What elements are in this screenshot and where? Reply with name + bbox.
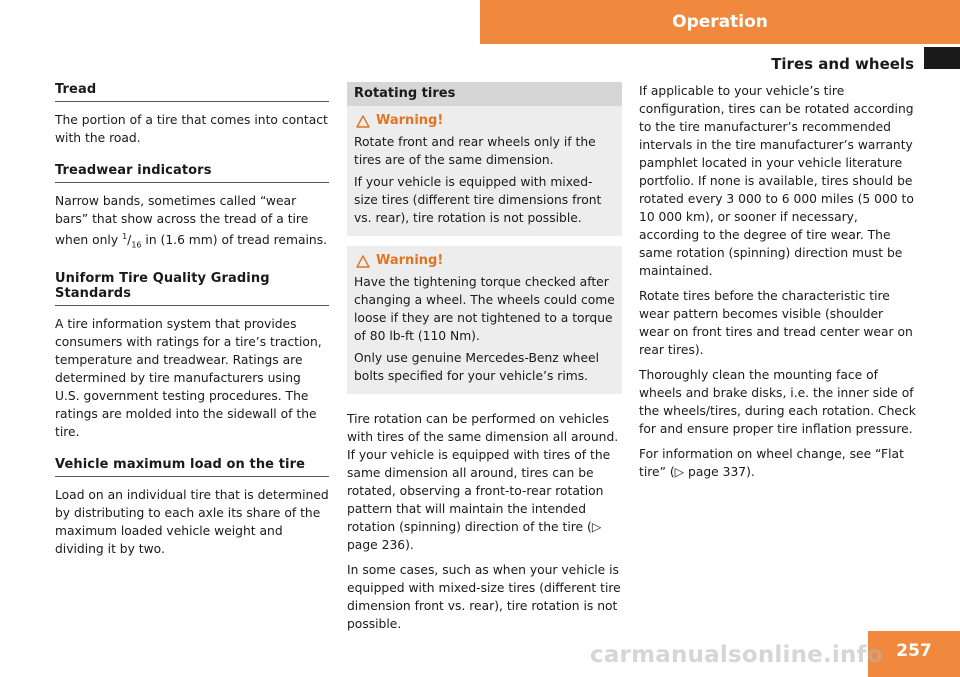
warning-triangle-icon xyxy=(356,255,370,268)
warning-2-text-2: Only use genuine Mercedes-Benz wheel bolts specified for your vehicle’s rims. xyxy=(354,351,600,383)
chapter-title: Operation xyxy=(672,12,768,32)
column-right xyxy=(639,82,916,488)
rotation-paragraph-1: Tire rotation can be performed on vehicles with tires of the same dimension all around. If your vehicle is equipped with tires of the same dimension all around, tires can be rotated, observing a front-to-rear rotation pattern that will maintain the intended rotation (spinning) direction of the tire (▷ page 236). xyxy=(347,412,619,552)
column-left xyxy=(55,82,329,574)
page-number: 257 xyxy=(868,631,960,677)
warning-1-text-1: Rotate front and rear wheels only if the tires are of the same dimension. xyxy=(354,135,596,167)
chapter-tab xyxy=(480,0,960,44)
warning-1-title: Warning! xyxy=(376,113,444,128)
tread-heading: Tread xyxy=(55,82,329,102)
warning-2-text-1: Have the tightening torque checked after changing a wheel. The wheels could come loose if they are not tightened to a torque of 80 lb-ft (110 Nm). xyxy=(354,275,615,343)
rotation-timing-paragraph: Rotate tires before the characteristic tire wear pattern becomes visible (shoulder wear on front tires and tread center wear on rear tires). xyxy=(639,289,913,357)
section-marker xyxy=(924,47,960,69)
vehicle-max-load-heading: Vehicle maximum load on the tire xyxy=(55,457,329,477)
warning-box-1 xyxy=(347,106,622,236)
warning-box-2 xyxy=(347,246,622,394)
utqg-heading: Uniform Tire Quality Grading Standards xyxy=(55,271,329,306)
rotation-interval-paragraph: If applicable to your vehicle’s tire configuration, tires can be rotated according to the tire manufacturer’s recommended intervals in the tire manufacturer’s warranty pamphlet located in your vehicle literature portfolio. If none is available, tires should be rotated every 3 000 to 6 000 miles (5 000 to 10 000 km), or sooner if necessary, according to the degree of tire wear. The same rotation (spinning) direction must be maintained. xyxy=(639,84,914,278)
watermark: carmanualsonline.info xyxy=(590,642,883,668)
warning-triangle-icon xyxy=(356,115,370,128)
cleaning-paragraph: Thoroughly clean the mounting face of wheels and brake disks, i.e. the inner side of the wheels/tires, during each rotation. Check for and ensure proper tire inflation pressure. xyxy=(639,368,916,436)
rotation-paragraph-2: In some cases, such as when your vehicle is equipped with mixed-size tires (different tire dimension front vs. rear), tire rotation is not possible. xyxy=(347,563,621,631)
treadwear-indicators-heading: Treadwear indicators xyxy=(55,163,329,183)
page-reference-link[interactable]: (▷ page 236). xyxy=(347,520,602,552)
warning-2-title: Warning! xyxy=(376,253,444,268)
fraction: $^1/_{16}$ xyxy=(122,232,142,250)
vehicle-max-load-text: Load on an individual tire that is determined by distributing to each axle its share of the maximum loaded vehicle weight and dividing it by two. xyxy=(55,487,329,556)
section-title: Tires and wheels xyxy=(771,55,914,73)
warning-1-text-2: If your vehicle is equipped with mixed-size tires (different tire dimensions front vs. rear), tire rotation is not possible. xyxy=(354,175,602,225)
wheel-change-paragraph: For information on wheel change, see “Flat tire” (▷ page 337). xyxy=(639,447,904,479)
utqg-text: A tire information system that provides consumers with ratings for a tire’s traction, temperature and treadwear. Ratings are determined by tire manufacturers using U.S. government testing procedures. The ratings are molded into the sidewall of the tire. xyxy=(55,316,322,439)
treadwear-indicators-text: Narrow bands, sometimes called “wear bars” that show across the tread of a tire when only $^1/_{16}$ in (1.6 mm) of tread remains. xyxy=(55,194,328,250)
column-middle xyxy=(347,82,622,640)
rotating-tires-heading: Rotating tires xyxy=(347,82,622,106)
tread-text: The portion of a tire that comes into contact with the road. xyxy=(55,113,328,145)
